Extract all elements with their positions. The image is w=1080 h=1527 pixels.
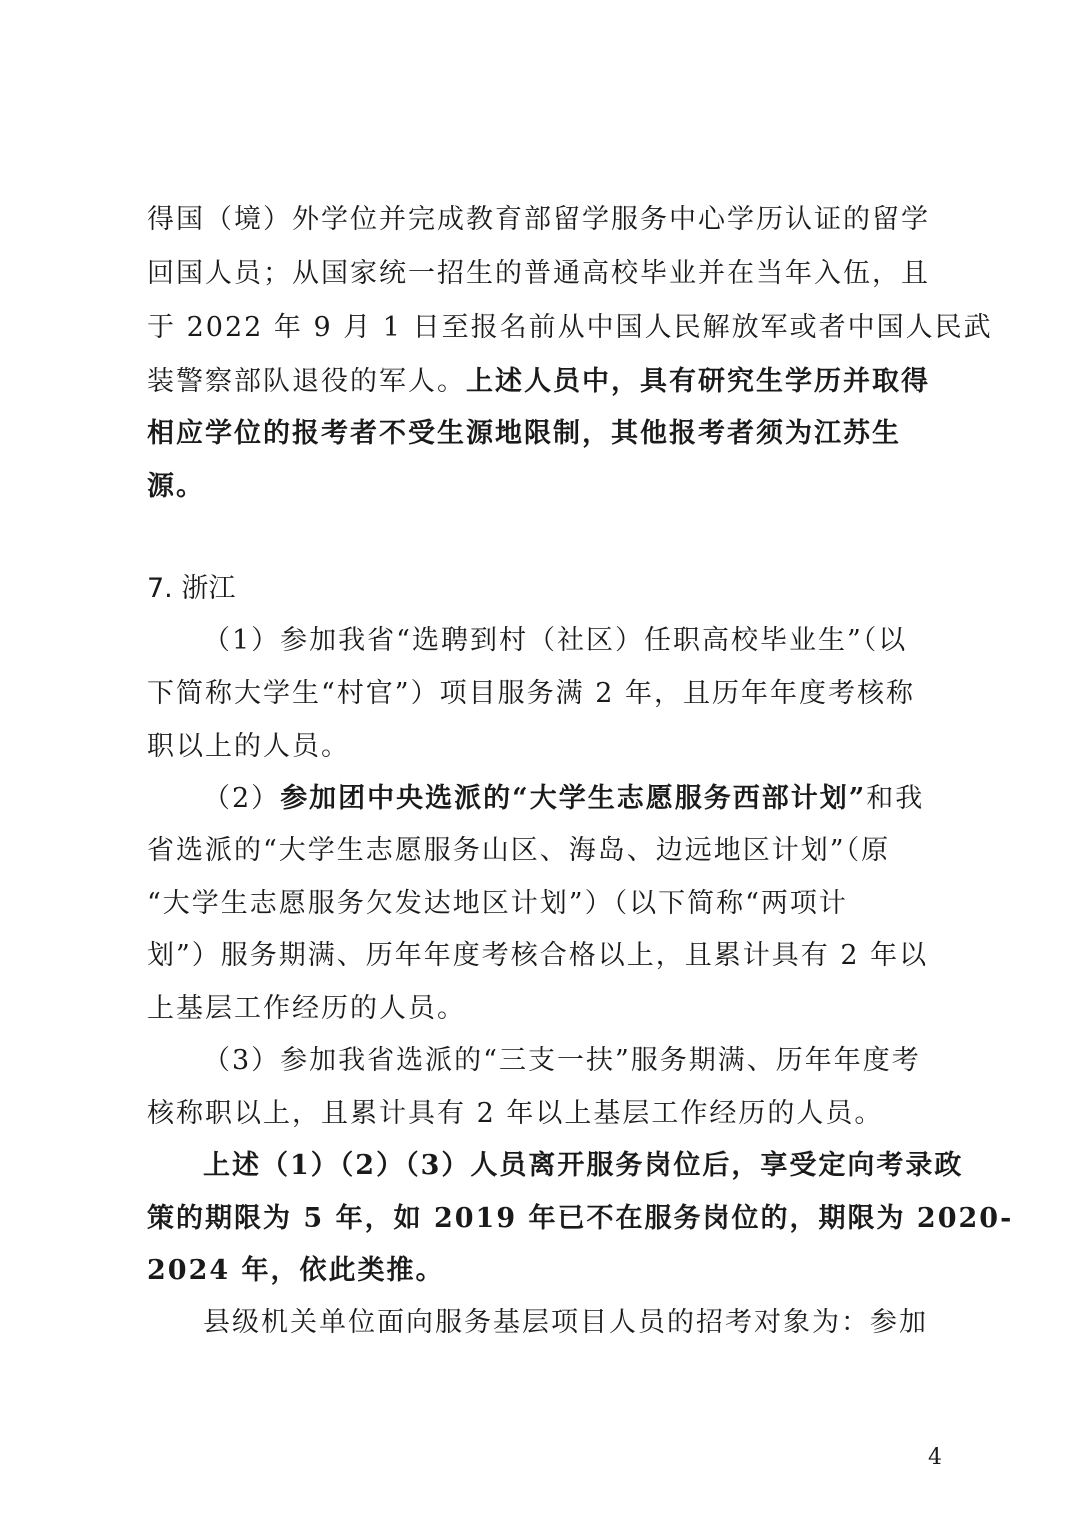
item1-line-3: 职以上的人员。 bbox=[147, 731, 350, 762]
item2-line-4: 划”）服务期满、历年年度考核合格以上，且累计具有 2 年以 bbox=[147, 940, 929, 971]
policy-line-3: 2024 年，依此类推。 bbox=[147, 1255, 445, 1286]
jiangsu-line-5: 相应学位的报考者不受生源地限制，其他报考者须为江苏生 bbox=[147, 418, 901, 449]
policy-line-1: 上述（1）（2）（3）人员离开服务岗位后，享受定向考录政 bbox=[203, 1150, 964, 1181]
item2-line-1 bbox=[203, 779, 924, 819]
county-level-line-1: 县级机关单位面向服务基层项目人员的招考对象为：参加 bbox=[203, 1307, 928, 1338]
page-number: 4 bbox=[928, 1445, 942, 1470]
jiangsu-line-4-normal: 装警察部队退役的军人。 bbox=[147, 366, 466, 397]
item3-line-2: 核称职以上，且累计具有 2 年以上基层工作经历的人员。 bbox=[147, 1098, 884, 1129]
jiangsu-line-1: 得国（境）外学位并完成教育部留学服务中心学历认证的留学 bbox=[147, 204, 930, 235]
item1-line-1: （1）参加我省“选聘到村（社区）任职高校毕业生”（以 bbox=[203, 625, 908, 656]
item3-line-1: （3）参加我省选派的“三支一扶”服务期满、历年年度考 bbox=[203, 1045, 921, 1076]
jiangsu-line-4 bbox=[147, 362, 930, 402]
item1-line-2: 下简称大学生“村官”）项目服务满 2 年，且历年年度考核称 bbox=[147, 678, 915, 709]
item2-line-3: “大学生志愿服务欠发达地区计划”）（以下简称“两项计 bbox=[147, 888, 848, 919]
item2-line-5: 上基层工作经历的人员。 bbox=[147, 993, 466, 1024]
item2-line-1-tail: 和我 bbox=[866, 783, 925, 814]
section-heading-zhejiang: 7. 浙江 bbox=[147, 573, 236, 604]
policy-line-2: 策的期限为 5 年，如 2019 年已不在服务岗位的，期限为 2020- bbox=[147, 1203, 1014, 1234]
item2-line-1-prefix: （2） bbox=[203, 783, 281, 814]
item2-line-1-bold: 参加团中央选派的“大学生志愿服务西部计划” bbox=[280, 783, 867, 814]
item2-line-2: 省选派的“大学生志愿服务山区、海岛、边远地区计划”（原 bbox=[147, 835, 891, 866]
jiangsu-line-2: 回国人员；从国家统一招生的普通高校毕业并在当年入伍，且 bbox=[147, 258, 930, 289]
jiangsu-line-6: 源。 bbox=[147, 471, 205, 502]
jiangsu-line-3: 于 2022 年 9 月 1 日至报名前从中国人民解放军或者中国人民武 bbox=[147, 312, 993, 343]
jiangsu-line-4-bold: 上述人员中，具有研究生学历并取得 bbox=[466, 366, 930, 397]
